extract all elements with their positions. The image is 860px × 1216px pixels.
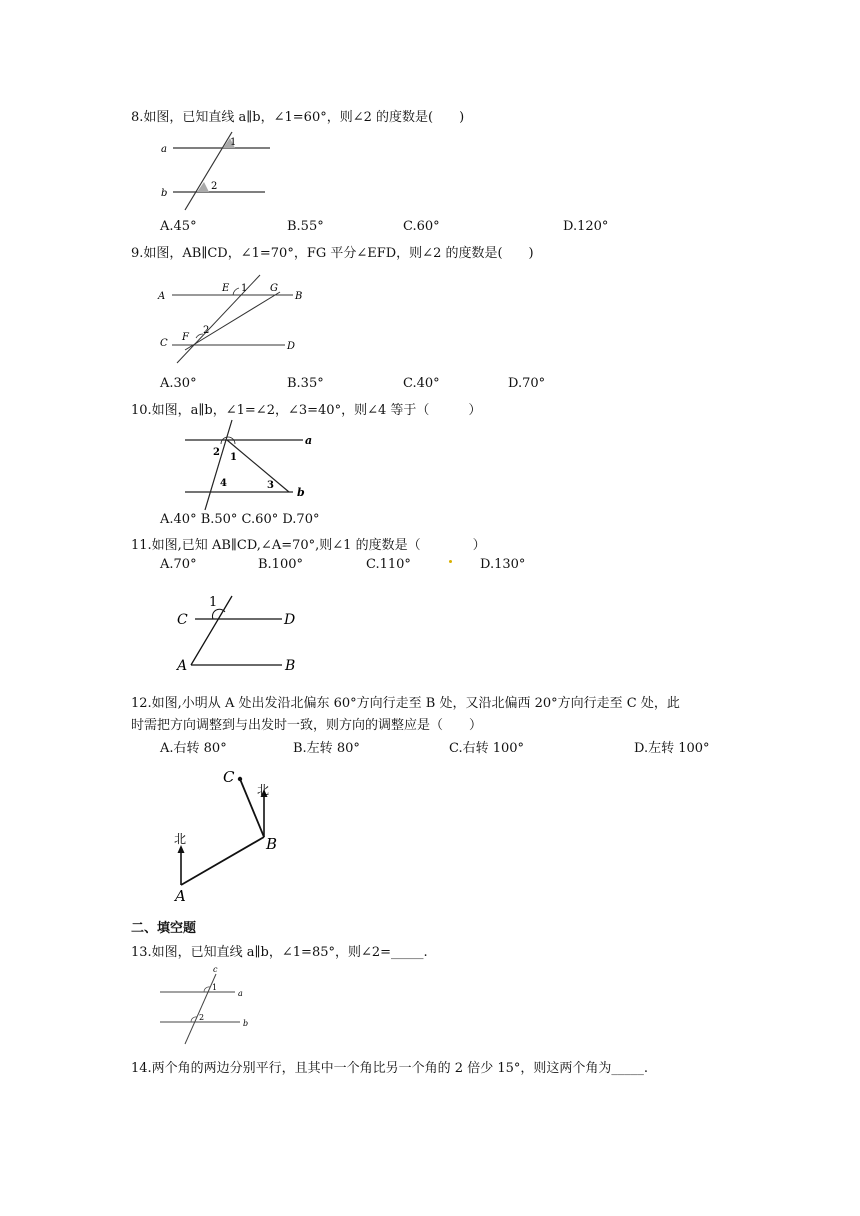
q9-label-D: D — [287, 341, 296, 352]
q10-label-b: b — [297, 486, 305, 499]
question-12-figure — [165, 765, 295, 905]
q9-label-B: B — [295, 291, 303, 302]
q12-option-b: B.左转 80° — [293, 741, 360, 756]
question-12-stem-line2: 时需把方向调整到与出发时一致，则方向的调整应是（ ） — [131, 718, 483, 733]
q10-label-2: 2 — [213, 447, 220, 458]
q9-option-b: B.35° — [287, 376, 324, 391]
question-8-figure — [155, 130, 275, 212]
q10-label-a: a — [305, 434, 313, 447]
question-10-stem: 10.如图，a∥b，∠1=∠2，∠3=40°，则∠4 等于（ ） — [131, 403, 482, 418]
q13-label-2: 2 — [199, 1013, 205, 1022]
q9-label-2: 2 — [203, 325, 210, 336]
q9-label-1: 1 — [241, 283, 248, 294]
stray-dot — [449, 560, 452, 563]
q9-label-F: F — [182, 332, 189, 343]
q11-option-d: D.130° — [480, 557, 526, 572]
q12-option-a: A.右转 80° — [160, 741, 227, 756]
q9-option-a: A.30° — [160, 376, 197, 391]
q11-label-C: C — [177, 612, 188, 628]
question-8-stem: 8.如图，已知直线 a∥b，∠1=60°，则∠2 的度数是( ) — [131, 110, 465, 125]
q13-label-a: a — [238, 989, 243, 998]
q12-label-A: A — [175, 887, 186, 905]
question-12-stem-line1: 12.如图,小明从 A 处出发沿北偏东 60°方向行走至 B 处，又沿北偏西 20°方向行走至 C 处，此 — [131, 696, 680, 711]
q8-option-d: D.120° — [563, 219, 609, 234]
question-9-figure — [155, 270, 315, 365]
q9-label-A: A — [158, 291, 166, 302]
q12-option-d: D.左转 100° — [634, 741, 710, 756]
question-11-figure — [175, 590, 305, 675]
q11-option-b: B.100° — [258, 557, 303, 572]
q11-option-a: A.70° — [160, 557, 197, 572]
q9-option-c: C.40° — [403, 376, 440, 391]
q11-label-D: D — [284, 612, 296, 628]
question-13-figure — [155, 962, 255, 1047]
q11-option-c: C.110° — [366, 557, 411, 572]
question-13-stem: 13.如图，已知直线 a∥b，∠1=85°，则∠2=_____. — [131, 945, 428, 960]
q8-label-a: a — [161, 144, 167, 155]
q13-label-c: c — [213, 965, 218, 974]
q11-label-1: 1 — [209, 595, 218, 610]
q11-label-A: A — [177, 658, 188, 674]
q10-label-4: 4 — [220, 478, 227, 489]
question-10-figure — [185, 420, 320, 510]
question-11-stem: 11.如图,已知 AB∥CD,∠A=70°,则∠1 的度数是（ ） — [131, 538, 486, 553]
q8-label-b: b — [161, 188, 168, 199]
q12-label-north-A: 北 — [174, 832, 187, 846]
q9-option-d: D.70° — [508, 376, 546, 391]
q12-option-c: C.右转 100° — [449, 741, 525, 756]
q8-option-c: C.60° — [403, 219, 440, 234]
q12-label-B: B — [266, 835, 278, 853]
section-fill-in-title: 二、填空题 — [131, 921, 197, 936]
q13-label-1: 1 — [212, 983, 218, 992]
q12-label-C: C — [223, 768, 235, 786]
q9-label-C: C — [160, 338, 168, 349]
q8-label-1: 1 — [230, 137, 237, 148]
q9-label-E: E — [222, 283, 230, 294]
q10-label-3: 3 — [267, 480, 274, 491]
q10-options: A.40° B.50° C.60° D.70° — [160, 512, 320, 527]
q9-label-G: G — [270, 283, 278, 294]
q12-label-north-B: 北 — [257, 783, 270, 797]
q11-label-B: B — [285, 658, 296, 674]
q8-option-a: A.45° — [160, 219, 197, 234]
q8-option-b: B.55° — [287, 219, 324, 234]
question-14-stem: 14.两个角的两边分别平行，且其中一个角比另一个角的 2 倍少 15°，则这两个角为_____. — [131, 1061, 649, 1076]
q8-label-2: 2 — [211, 181, 218, 192]
q10-label-1: 1 — [230, 452, 237, 463]
question-9-stem: 9.如图，AB∥CD，∠1=70°，FG 平分∠EFD，则∠2 的度数是( ) — [131, 246, 534, 261]
q13-label-b: b — [243, 1019, 249, 1028]
